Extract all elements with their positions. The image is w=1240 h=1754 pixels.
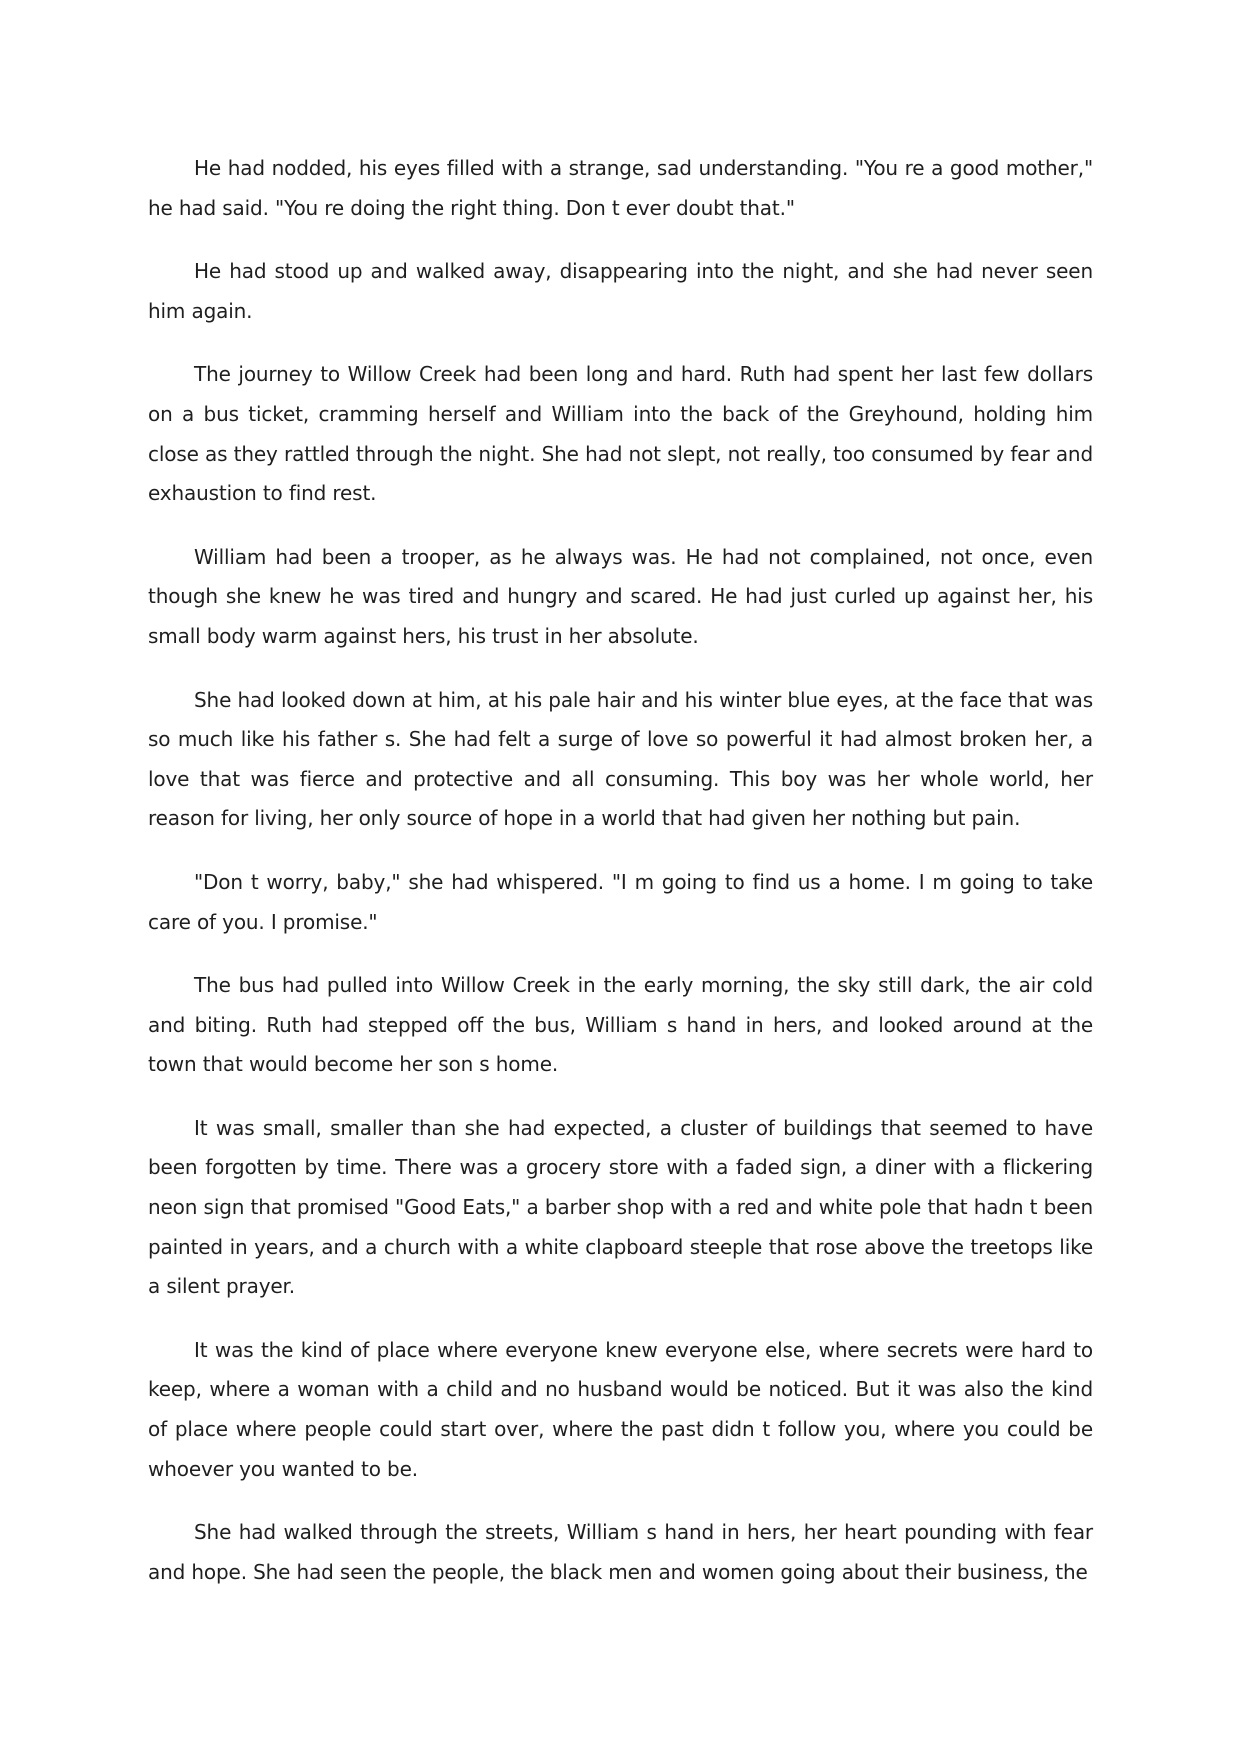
paragraph: It was small, smaller than she had expected, a cluster of buildings that seemed to have been forgotten by time. There was a grocery store with a faded sign, a diner with a flickering neon sign that promised "Good Eats," a barber shop with a red and white pole that hadn t been painted in years, and a church with a white clapboard steeple that rose above the treetops like a silent prayer. xyxy=(148,1115,1093,1299)
paragraph: "Don t worry, baby," she had whispered. "I m going to find us a home. I m going to take care of you. I promise." xyxy=(148,869,1093,934)
paragraph: The bus had pulled into Willow Creek in the early morning, the sky still dark, the air cold and biting. Ruth had stepped off the bus, William s hand in hers, and looked around at the town that would become her son s home. xyxy=(148,973,1093,1077)
document-page xyxy=(148,149,1093,1592)
paragraph: The journey to Willow Creek had been long and hard. Ruth had spent her last few dollars on a bus ticket, cramming herself and William into the back of the Greyhound, holding him close as they rattled through the night. She had not slept, not really, too consumed by fear and exhaustion to find rest. xyxy=(148,362,1093,506)
paragraph: She had looked down at him, at his pale hair and his winter blue eyes, at the face that was so much like his father s. She had felt a surge of love so powerful it had almost broken her, a love that was fierce and protective and all consuming. This boy was her whole world, her reason for living, her only source of hope in a world that had given her nothing but pain. xyxy=(148,687,1093,831)
paragraph: It was the kind of place where everyone knew everyone else, where secrets were hard to keep, where a woman with a child and no husband would be noticed. But it was also the kind of place where people could start over, where the past didn t follow you, where you could be whoever you wanted to be. xyxy=(148,1337,1093,1481)
paragraph: He had stood up and walked away, disappearing into the night, and she had never seen him again. xyxy=(148,259,1093,323)
paragraph: She had walked through the streets, William s hand in hers, her heart pounding with fear and hope. She had seen the people, the black men and women going about their business, the xyxy=(148,1520,1093,1584)
paragraph: William had been a trooper, as he always was. He had not complained, not once, even though she knew he was tired and hungry and scared. He had just curled up against her, his small body warm against hers, his trust in her absolute. xyxy=(148,544,1093,648)
paragraph: He had nodded, his eyes filled with a strange, sad understanding. "You re a good mother," he had said. "You re doing the right thing. Don t ever doubt that." xyxy=(148,156,1093,220)
